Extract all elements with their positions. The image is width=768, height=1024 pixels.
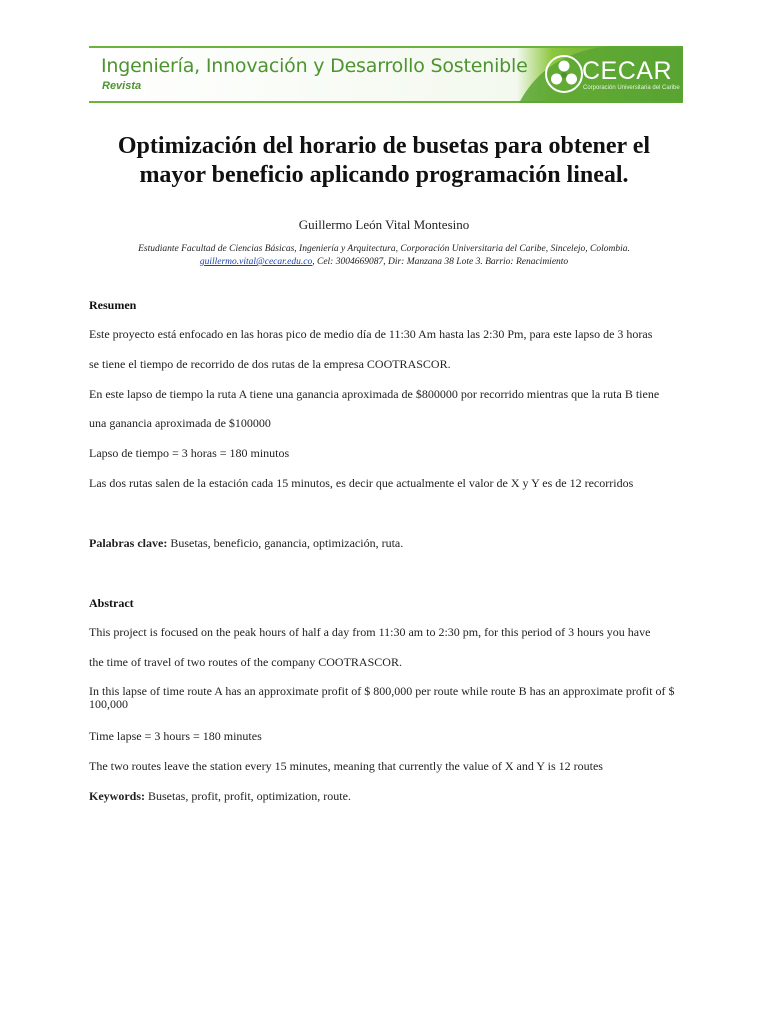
cecar-logo-tagline: Corporación Universitaria del Caribe xyxy=(583,85,680,91)
resumen-paragraph-2-line-1: En este lapso de tiempo la ruta A tiene una ganancia aproximada de $800000 por recorrido mientras que la ruta B tiene xyxy=(89,387,660,401)
abstract-heading: Abstract xyxy=(89,596,134,610)
keywords xyxy=(89,789,689,804)
abstract-paragraph-3: Time lapse = 3 hours = 180 minutes xyxy=(89,729,262,743)
title-line-2: mayor beneficio aplicando programación lineal. xyxy=(139,162,629,188)
author-email-link[interactable]: guillermo.vital@cecar.edu.co xyxy=(199,257,313,267)
journal-title: Ingeniería, Innovación y Desarrollo Sostenible xyxy=(101,55,528,77)
palabras-clave-text: Busetas, beneficio, ganancia, optimización, ruta. xyxy=(167,536,404,550)
keywords-text: Busetas, profit, profit, optimization, route. xyxy=(145,789,351,803)
resumen-paragraph-1-line-1: Este proyecto está enfocado en las horas pico de medio día de 11:30 Am hasta las 2:30 Pm, para este lapso de 3 horas xyxy=(89,327,653,341)
abstract-paragraph-1-line-2: the time of travel of two routes of the company COOTRASCOR. xyxy=(89,655,402,669)
affiliation-line-2 xyxy=(60,256,708,269)
cecar-logo-name: CECAR xyxy=(582,57,673,85)
author-name: Guillermo León Vital Montesino xyxy=(298,217,470,232)
journal-subtitle: Revista xyxy=(102,80,142,92)
resumen-paragraph-3: Lapso de tiempo = 3 horas = 180 minutos xyxy=(89,446,290,460)
palabras-clave xyxy=(89,536,689,551)
author-affiliation xyxy=(60,243,708,269)
article-title xyxy=(60,132,708,190)
affiliation-line-1: Estudiante Facultad de Ciencias Básicas, Ingeniería y Arquitectura, Corporación Universitaria del Caribe, Sincelejo, Colombia. xyxy=(138,244,630,254)
palabras-clave-label: Palabras clave: xyxy=(89,536,168,550)
resumen-paragraph-1-line-2: se tiene el tiempo de recorrido de dos rutas de la empresa COOTRASCOR. xyxy=(89,357,451,371)
resumen-paragraph-2-line-2: una ganancia aproximada de $100000 xyxy=(89,416,271,430)
affiliation-contact: , Cel: 3004669087, Dir: Manzana 38 Lote 3. Barrio: Renacimiento xyxy=(312,257,569,267)
title-line-1: Optimización del horario de busetas para obtener el xyxy=(117,133,651,159)
keywords-label: Keywords: xyxy=(89,789,145,803)
journal-banner xyxy=(89,46,683,103)
cecar-logo-icon xyxy=(544,54,584,94)
resumen-paragraph-4: Las dos rutas salen de la estación cada 15 minutos, es decir que actualmente el valor de X y Y es de 12 recorridos xyxy=(89,476,634,490)
abstract-paragraph-1-line-1: This project is focused on the peak hours of half a day from 11:30 am to 2:30 pm, for this period of 3 hours you have xyxy=(89,625,651,639)
abstract-paragraph-2: In this lapse of time route A has an approximate profit of $ 800,000 per route while route B has an approximate profit of $ 100,000 xyxy=(89,684,675,711)
abstract-paragraph-4: The two routes leave the station every 15 minutes, meaning that currently the value of X and Y is 12 routes xyxy=(89,759,603,773)
resumen-heading: Resumen xyxy=(89,298,137,312)
